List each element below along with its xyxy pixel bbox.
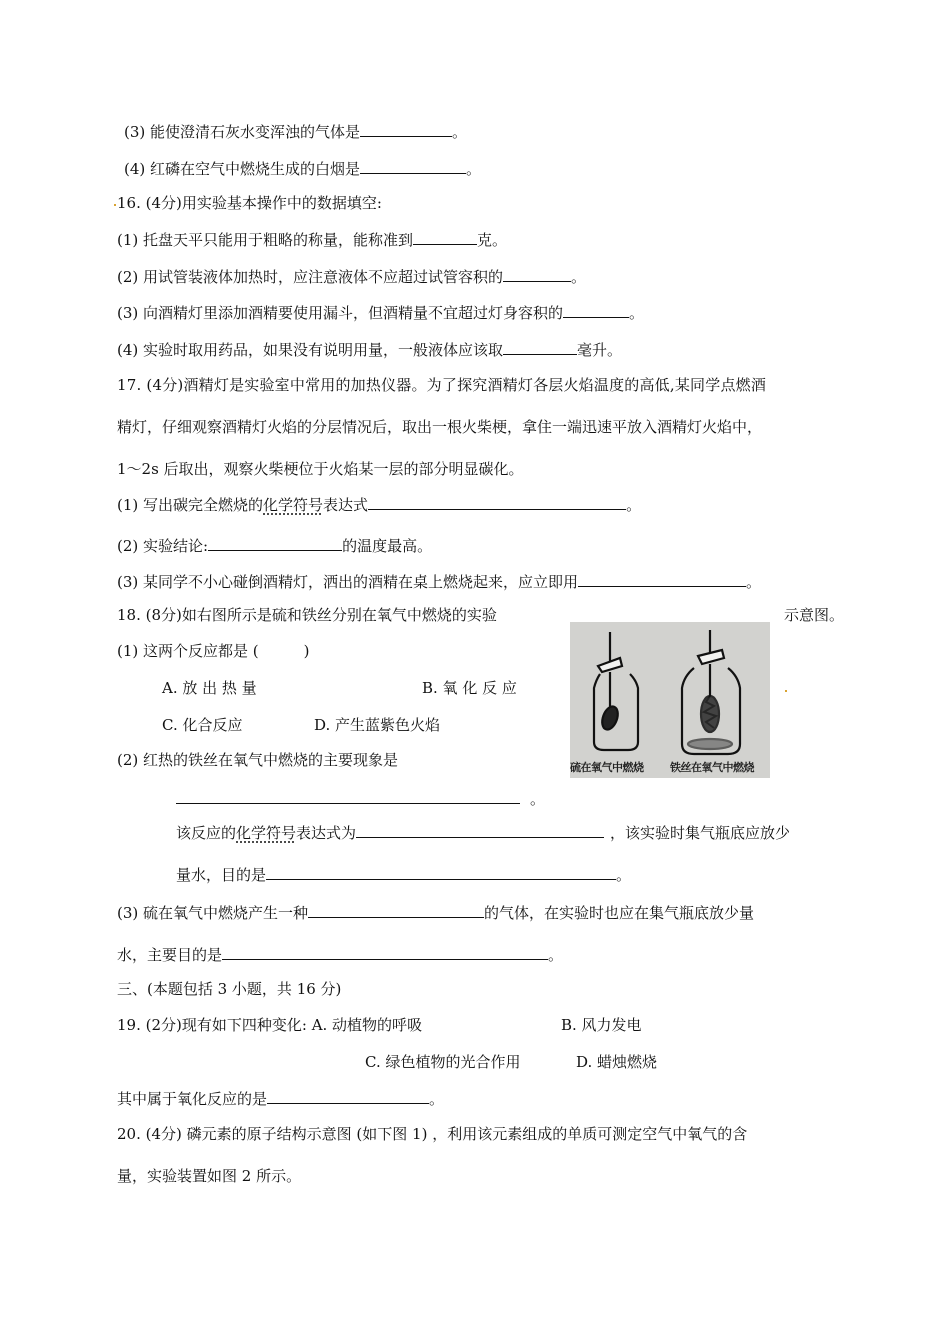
q18-eq-emphasis: 化学符号	[236, 824, 297, 842]
combustion-figure	[570, 622, 770, 778]
q18-option-d[interactable]: D. 产生蓝紫色火焰	[314, 716, 441, 734]
q17-line-3: 1～2s 后取出，观察火柴梗位于火焰某一层的部分明显碳化。	[117, 460, 524, 478]
q16-2-end: 。	[571, 268, 587, 286]
section-3-heading: 三、(本题包括 3 小题，共 16 分)	[117, 980, 342, 998]
q17-3-text: (3) 某同学不小心碰倒酒精灯，洒出的酒精在桌上燃烧起来，应立即用	[117, 573, 579, 591]
q15-3-blank[interactable]	[360, 121, 452, 137]
q18-3-line	[117, 902, 754, 923]
q17-1-line	[117, 494, 641, 515]
stray-dot-mark-2	[785, 690, 787, 692]
q15-3-text: (3) 能使澄清石灰水变浑浊的气体是	[124, 123, 361, 141]
q16-4-line	[117, 339, 622, 360]
q17-3-blank[interactable]	[578, 571, 746, 587]
q16-1-line	[117, 229, 507, 250]
q18-eq-end: ，该实验时集气瓶底应放少	[610, 824, 791, 842]
q18-purpose-blank[interactable]	[266, 864, 616, 880]
q18-3-line-2	[117, 944, 563, 965]
q18-3-text: (3) 硫在氧气中燃烧产生一种	[117, 904, 309, 922]
q18-heading: 18. (8分)如右图所示是硫和铁丝分别在氧气中燃烧的实验	[117, 606, 497, 624]
q18-1-question: (1) 这两个反应都是 ( )	[117, 642, 310, 660]
q16-4-end: 毫升。	[577, 341, 623, 359]
figure-caption-right: 铁丝在氧气中燃烧	[670, 761, 754, 774]
q18-purpose-end: 。	[616, 866, 632, 884]
q19-ask-end: 。	[429, 1090, 445, 1108]
jar-illustration	[570, 622, 770, 778]
q16-2-blank[interactable]	[503, 266, 571, 282]
q17-line-2: 精灯，仔细观察酒精灯火焰的分层情况后，取出一根火柴梗，拿住一端迅速平放入酒精灯火焰中，	[117, 418, 763, 436]
q17-1-blank[interactable]	[368, 494, 626, 510]
q18-option-b[interactable]: B. 氧 化 反 应	[422, 679, 517, 697]
q17-line-1: 17. (4分)酒精灯是实验室中常用的加热仪器。为了探究酒精灯各层火焰温度的高低,某同学点燃酒	[117, 376, 767, 394]
q18-3-line2-end: 。	[548, 946, 564, 964]
q16-4-text: (4) 实验时取用药品，如果没有说明用量，一般液体应该取	[117, 341, 504, 359]
q16-3-line	[117, 302, 644, 323]
q18-3-line2-text: 水，主要目的是	[117, 946, 223, 964]
q16-3-blank[interactable]	[563, 302, 629, 318]
q19-option-c: C. 绿色植物的光合作用	[365, 1053, 521, 1071]
q15-4-end: 。	[466, 160, 482, 178]
q20-line-1: 20. (4分) 磷元素的原子结构示意图 (如下图 1) ，利用该元素组成的单质可测定空气中氧气的含	[117, 1125, 748, 1143]
q17-1-text-end: 表达式	[323, 496, 369, 514]
q16-2-line	[117, 266, 586, 287]
q20-line-2: 量，实验装置如图 2 所示。	[117, 1167, 302, 1185]
q18-eq-text: 该反应的	[176, 824, 237, 842]
q17-1-emphasis: 化学符号	[263, 496, 324, 514]
q17-3-end: 。	[746, 573, 762, 591]
q18-purpose-text: 量水，目的是	[176, 866, 267, 884]
q18-2-blank[interactable]	[176, 788, 520, 804]
q18-2-question: (2) 红热的铁丝在氧气中燃烧的主要现象是	[117, 751, 399, 769]
q16-1-blank[interactable]	[413, 229, 477, 245]
q19-line-1: 19. (2分)现有如下四种变化: A. 动植物的呼吸	[117, 1016, 423, 1034]
stray-dot-mark	[114, 204, 116, 206]
q17-2-text: (2) 实验结论:	[117, 537, 209, 555]
q18-eq-text-2: 表达式为	[296, 824, 357, 842]
figure-caption-left: 硫在氧气中燃烧	[570, 761, 644, 774]
q18-option-a[interactable]: A. 放 出 热 量	[162, 679, 257, 697]
q18-3-blank[interactable]	[308, 902, 484, 918]
q18-3-line2-blank[interactable]	[222, 944, 548, 960]
q17-2-line	[117, 535, 432, 556]
q15-4-text: (4) 红磷在空气中燃烧生成的白烟是	[124, 160, 361, 178]
q18-eq-blank[interactable]	[356, 822, 604, 838]
q15-4-blank[interactable]	[360, 158, 466, 174]
q18-equation-line	[176, 822, 790, 843]
q18-2-answer-line	[176, 788, 545, 809]
q16-3-text: (3) 向酒精灯里添加酒精要使用漏斗，但酒精量不宜超过灯身容积的	[117, 304, 564, 322]
q19-option-d: D. 蜡烛燃烧	[576, 1053, 658, 1071]
q19-ask-line	[117, 1088, 444, 1109]
q16-3-end: 。	[629, 304, 645, 322]
q18-option-c[interactable]: C. 化合反应	[162, 716, 243, 734]
q16-2-text: (2) 用试管装液体加热时，应注意液体不应超过试管容积的	[117, 268, 504, 286]
q18-2-end: 。	[530, 790, 546, 808]
q17-3-line	[117, 571, 761, 592]
q16-4-blank[interactable]	[503, 339, 577, 355]
q17-2-blank[interactable]	[208, 535, 342, 551]
q15-3-end: 。	[452, 123, 468, 141]
q17-1-text: (1) 写出碳完全燃烧的	[117, 496, 264, 514]
q16-1-text: (1) 托盘天平只能用于粗略的称量，能称准到	[117, 231, 414, 249]
q19-option-b: B. 风力发电	[561, 1016, 642, 1034]
q17-2-end: 的温度最高。	[342, 537, 433, 555]
q18-heading-tail: 示意图。	[784, 606, 845, 624]
q18-3-end: 的气体，在实验时也应在集气瓶底放少量	[484, 904, 755, 922]
q17-1-period: 。	[626, 496, 642, 514]
q18-purpose-line	[176, 864, 631, 885]
q16-1-end: 克。	[477, 231, 508, 249]
q15-3-line	[124, 121, 467, 142]
q16-heading: 16. (4分)用实验基本操作中的数据填空:	[117, 194, 382, 212]
q19-blank[interactable]	[267, 1088, 429, 1104]
q15-4-line	[124, 158, 481, 179]
q19-ask-text: 其中属于氧化反应的是	[117, 1090, 268, 1108]
